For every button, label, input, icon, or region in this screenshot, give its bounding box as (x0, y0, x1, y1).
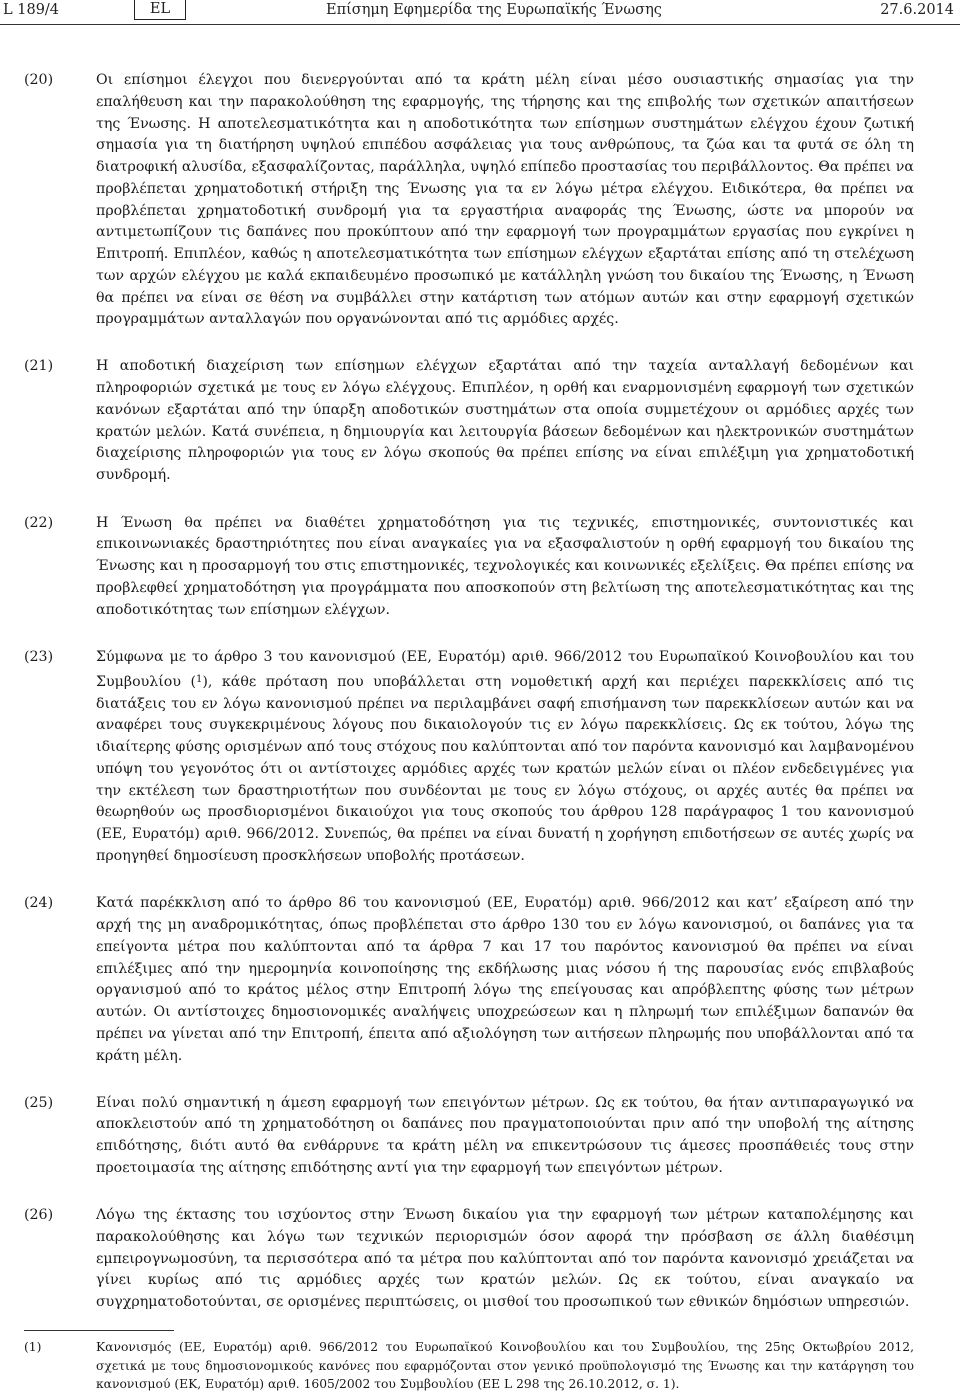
recital-text: Είναι πολύ σημαντική η άμεση εφαρμογή των επειγόντων μέτρων. Ως εκ τούτου, θα ήταν αντιπαραγωγικό να αποκλειστούν από τη χρηματοδότηση οι δαπάνες που πραγματοποιούνται πριν από την υποβολή της αίτησης επιδότησης, διότι αυτό θα ενθάρρυνε τα κράτη μέλη να επικεντρώσουν τις άμεσες προσπάθειές τους στην προετοιμασία της αίτησης επιδότησης αντί για την εφαρμογή των επειγόντων μέτρων. (96, 1094, 914, 1176)
language-badge: EL (134, 0, 186, 20)
oj-reference: L 189/4 (3, 2, 60, 18)
footnote-reference[interactable]: 1 (196, 673, 203, 685)
footnote-mark: (1) (24, 1340, 42, 1354)
recital-text: Κατά παρέκκλιση από το άρθρο 86 του κανονισμού (ΕΕ, Ευρατόμ) αριθ. 966/2012 και κατ’ εξαίρεση από την αρχή της μη αναδρομικότητας, όπως προβλέπεται στο άρθρο 130 του εν λόγω κανονισμού, οι δαπάνες για τα επείγοντα μέτρα που καλύπτονται από τα άρθρα 7 και 17 του παρόντος κανονισμού θα πρέπει να είναι επιλέξιμες από την ημερομηνία κοινοποίησης της εκδήλωσης μιας νόσου ή της παρουσίας ενός επιβλαβούς οργανισμού από το κράτος μέλος στην Επιτροπή λόγω της επείγουσας και απρόβλεπτης φύσης των μέτρων αυτών. Οι αντίστοιχες δημοσιονομικές αναλήψεις υποχρεώσεων και η πληρωμή των επιλέξιμων δαπανών θα πρέπει να γίνεται από την Επιτροπή, έπειτα από αξιολόγηση των αιτήσεων πληρωμής που υποβάλλονται από τα κράτη μέλη. (96, 895, 914, 1064)
recital-number: (26) (24, 1207, 54, 1223)
recital-number: (22) (24, 514, 54, 531)
recital-text (96, 647, 914, 868)
recital-text: Η αποδοτική διαχείριση των επίσημων ελέγχων εξαρτάται από την ταχεία ανταλλαγή δεδομένων και πληροφοριών σχετικά με τους εν λόγω ελέγχους. Επιπλέον, η ορθή και εναρμονισμένη εφαρμογή των σχετικών κανόνων εξαρτάται από την ύπαρξη αποδοτικών συστημάτων στα οποία συμμετέχουν οι αρμόδιες αρχές των κρατών μελών. Κατά συνέπεια, η δημιουργία και λειτουργία βάσεων δεδομένων και ηλεκτρονικών συστημάτων διαχείρισης πληροφοριών για τους εν λόγω σκοπούς θα πρέπει επίσης να είναι επιλέξιμη για χρηματοδοτική συνδρομή. (96, 358, 914, 484)
publication-date: 27.6.2014 (880, 2, 954, 18)
recital-text-part: ), κάθε πρόταση που υποβάλλεται στη νομοθετική αρχή και περιέχει παρεκκλίσεις από τις διατάξεις του εν λόγω κανονισμού πρέπει να περιλαμβάνει σαφή επισήμανση των παρεκκλίσεων αυτών και να αναφέρει τους συγκεκριμένους λόγους που δικαιολογούν τις εν λόγω παρεκκλίσεις. Ως εκ τούτου, λόγω της ιδιαίτερης φύσης ορισμένων από τους στόχους που καλύπτονται από τον παρόντα κανονισμό και λαμβανομένου υπόψη του γεγονότος ότι οι αντίστοιχες αρμόδιες αρχές των κρατών μελών είναι οι πλέον ενδεδειγμένες για την εκτέλεση των δραστηριοτήτων που συνδέονται με τους εν λόγω στόχους, οι αρχές αυτές θα πρέπει να θεωρηθούν ως προσδιορισμένοι δικαιούχοι για τους σκοπούς του άρθρου 128 παράγραφος 1 του κανονισμού (ΕΕ, Ευρατόμ) αριθ. 966/2012. Συνεπώς, θα πρέπει να είναι δυνατή η χορήγηση επιδοτήσεων σε αυτές χωρίς να προηγηθεί δημοσίευση προσκλήσεων υποβολής προτάσεων. (96, 673, 914, 864)
footnote-text: Κανονισμός (ΕΕ, Ευρατόμ) αριθ. 966/2012 του Ευρωπαϊκού Κοινοβουλίου και του Συμβουλίου, της 25ης Οκτωβρίου 2012, σχετικά με τους δημοσιονομικούς κανόνες που εφαρμόζονται στον γενικό προϋπολογισμό της Ένωσης και την κατάργηση του κανονισμού (ΕΚ, Ευρατόμ) αριθ. 1605/2002 του Συμβουλίου (ΕΕ L 298 της 26.10.2012, σ. 1). (96, 1340, 914, 1391)
recital-text: Λόγω της έκτασης του ισχύοντος στην Ένωση δικαίου για την εφαρμογή των μέτρων καταπολέμησης και παρακολούθησης και λόγω των τεχνικών περιορισμών όσον αφορά την πρόσβαση σε άλλη διαθέσιμη εμπειρογνωμοσύνη, τα περισσότερα από τα μέτρα που καλύπτονται από τον παρόντα κανονισμό χρειάζεται να γίνει κυρίως από τις αρμόδιες αρχές των κρατών μελών. Ως εκ τούτου, είναι αναγκαίο να συγχρηματοδοτούνται, σε ορισμένες περιπτώσεις, οι μισθοί του προσωπικού των εθνικών δημόσιων υπηρεσιών. (96, 1207, 914, 1310)
recital-text-part: Σύμφωνα με το άρθρο 3 του κανονισμού (ΕΕ, Ευρατόμ) αριθ. 966/2012 του Ευρωπαϊκού Κοινοβουλίου και του Συμβουλίου ( (96, 649, 914, 690)
recital-number: (20) (24, 72, 54, 88)
recital-number: (21) (24, 358, 54, 375)
recital-text: Οι επίσημοι έλεγχοι που διενεργούνται από τα κράτη μέλη είναι μέσο ουσιαστικής σημασίας για την επαλήθευση και την παρακολούθηση της εφαρμογής, της τήρησης και της επιβολής των σχετικών απαιτήσεων της Ένωσης. Η αποτελεσματικότητα και η αποδοτικότητα των επίσημων συστημάτων ελέγχου έχουν ζωτική σημασία για τη διατήρηση υψηλού επιπέδου ασφάλειας για τους ανθρώπους, τα ζώα και τα φυτά σε όλη τη διατροφική αλυσίδα, εξασφαλίζοντας, παράλληλα, υψηλό επίπεδο προστασίας του περιβάλλοντος. Θα πρέπει να προβλέπεται χρηματοδοτική στήριξη της Ένωσης για τα εν λόγω μέτρα ελέγχου. Ειδικότερα, θα πρέπει να προβλέπεται χρηματοδοτική συνδρομή για τα εργαστήρια αναφοράς της Ένωσης, ώστε να μπορούν να αντιμετωπίζουν τις δαπάνες που προκύπτουν από την εφαρμογή των προγραμμάτων εργασίας που εγκρίνει η Επιτροπή. Επιπλέον, καθώς η αποτελεσματικότητα των επίσημων ελέγχων εξαρτάται επίσης από τη στελέχωση των αρχών ελέγχου με καλά εκπαιδευμένο προσωπικό με κατάλληλη γνώση του δικαίου της Ένωσης, η Ένωση θα πρέπει να είναι σε θέση να συμβάλλει στην κατάρτιση των ατόμων αυτών και στην εφαρμογή σχετικών προγραμμάτων ανταλλαγών που οργανώνονται από τις αρμόδιες αρχές. (96, 72, 914, 328)
journal-title: Επίσημη Εφημερίδα της Ευρωπαϊκής Ένωσης (326, 2, 662, 18)
recital-number: (24) (24, 895, 54, 912)
recital-text: Η Ένωση θα πρέπει να διαθέτει χρηματοδότηση για τις τεχνικές, επιστημονικές, συντονιστικές και επικοινωνιακές δραστηριότητες που είναι αναγκαίες για να εξασφαλιστούν η ορθή εφαρμογή του δικαίου της Ένωσης και η προσαρμογή του στις επιστημονικές, τεχνολογικές και κοινωνικές εξελίξεις. Θα πρέπει επίσης να προβλεφθεί χρηματοδότηση για προγράμματα που αποσκοπούν στη βελτίωση της αποτελεσματικότητας και της αποδοτικότητας των επίσημων ελέγχων. (96, 514, 914, 618)
footnote-divider (24, 1330, 174, 1331)
recital-number: (25) (24, 1094, 54, 1111)
page-header (0, 0, 960, 26)
recital-number: (23) (24, 649, 54, 665)
header-divider (0, 24, 960, 25)
